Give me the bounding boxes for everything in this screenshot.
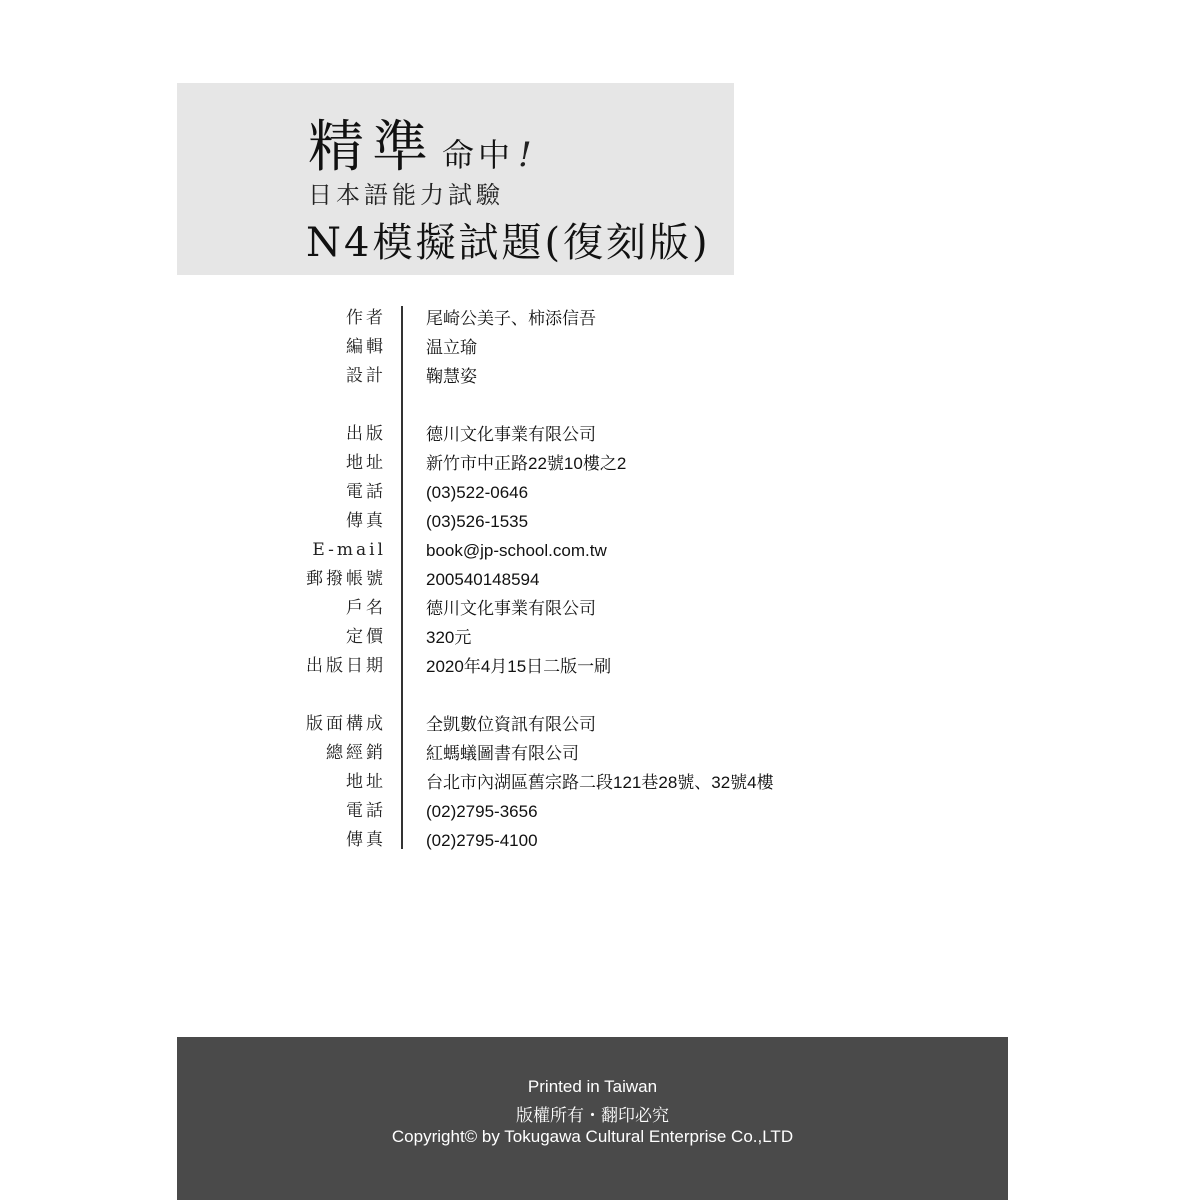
colophon-row <box>0 652 1200 681</box>
colophon-value: 200540148594 <box>426 570 540 589</box>
colophon-label: 定價 <box>346 627 386 647</box>
title-exclaim: ! <box>518 135 532 175</box>
colophon-label: E-mail <box>312 540 386 560</box>
colophon-row <box>0 304 1200 333</box>
colophon-label: 傳真 <box>346 511 386 531</box>
colophon-row <box>0 565 1200 594</box>
colophon-label: 電話 <box>346 482 386 502</box>
colophon-value: (03)526-1535 <box>426 512 529 531</box>
rights-text: 版權所有・翻印必究 <box>516 1106 669 1126</box>
title-big: 精準 <box>308 115 436 180</box>
colophon-value: (03)522-0646 <box>426 483 529 502</box>
colophon-value: (02)2795-4100 <box>426 831 538 850</box>
title-block <box>177 83 734 275</box>
colophon-label: 地址 <box>346 453 386 473</box>
colophon-row <box>0 420 1200 449</box>
colophon-row <box>0 710 1200 739</box>
printed-in-text: Printed in Taiwan <box>527 1077 658 1096</box>
colophon-label: 設計 <box>346 366 386 386</box>
colophon-value: 紅螞蟻圖書有限公司 <box>426 744 579 763</box>
colophon-label: 郵撥帳號 <box>306 569 386 589</box>
colophon-row <box>0 536 1200 565</box>
colophon-label: 傳真 <box>346 830 386 850</box>
colophon-row <box>0 362 1200 391</box>
colophon-row <box>0 333 1200 362</box>
colophon-label: 出版日期 <box>306 656 386 676</box>
colophon-row <box>0 449 1200 478</box>
colophon-row <box>0 797 1200 826</box>
colophon-row <box>0 478 1200 507</box>
title-line-1 <box>308 103 532 183</box>
title-mid: 命中 <box>442 136 515 174</box>
colophon-value: book@jp-school.com.tw <box>426 541 607 560</box>
colophon-label: 作者 <box>346 308 386 328</box>
colophon-value: 德川文化事業有限公司 <box>426 425 596 444</box>
colophon-value: (02)2795-3656 <box>426 802 538 821</box>
colophon-value: 德川文化事業有限公司 <box>426 599 596 618</box>
colophon-row <box>0 594 1200 623</box>
colophon-label: 編輯 <box>346 337 386 357</box>
colophon-value: 2020年4月15日二版一刷 <box>426 657 612 676</box>
colophon-row <box>0 739 1200 768</box>
colophon-label: 電話 <box>346 801 386 821</box>
colophon-value: 新竹市中正路22號10樓之2 <box>426 454 627 473</box>
colophon-row <box>0 826 1200 855</box>
colophon-label: 版面構成 <box>306 714 386 734</box>
colophon-value: 台北市內湖區舊宗路二段121巷28號、32號4樓 <box>426 773 774 792</box>
colophon-row <box>0 507 1200 536</box>
colophon-value: 温立瑜 <box>426 338 477 357</box>
colophon-label: 出版 <box>346 424 386 444</box>
colophon-label: 總經銷 <box>326 743 386 763</box>
colophon-row <box>0 768 1200 797</box>
colophon-value: 全凱數位資訊有限公司 <box>426 715 596 734</box>
colophon-value: 尾崎公美子、柿添信吾 <box>426 309 596 328</box>
colophon-value: 鞠慧姿 <box>426 367 477 386</box>
title-subtitle: 日本語能力試驗 <box>308 181 504 209</box>
colophon-value: 320元 <box>426 628 472 647</box>
colophon-row <box>0 623 1200 652</box>
colophon-label: 戶名 <box>346 598 386 618</box>
title-main: N4模擬試題(復刻版) <box>306 220 711 266</box>
copyright-text: Copyright© by Tokugawa Cultural Enterprise Co.,LTD <box>391 1127 794 1146</box>
footer-band <box>177 1037 1008 1200</box>
colophon-label: 地址 <box>346 772 386 792</box>
